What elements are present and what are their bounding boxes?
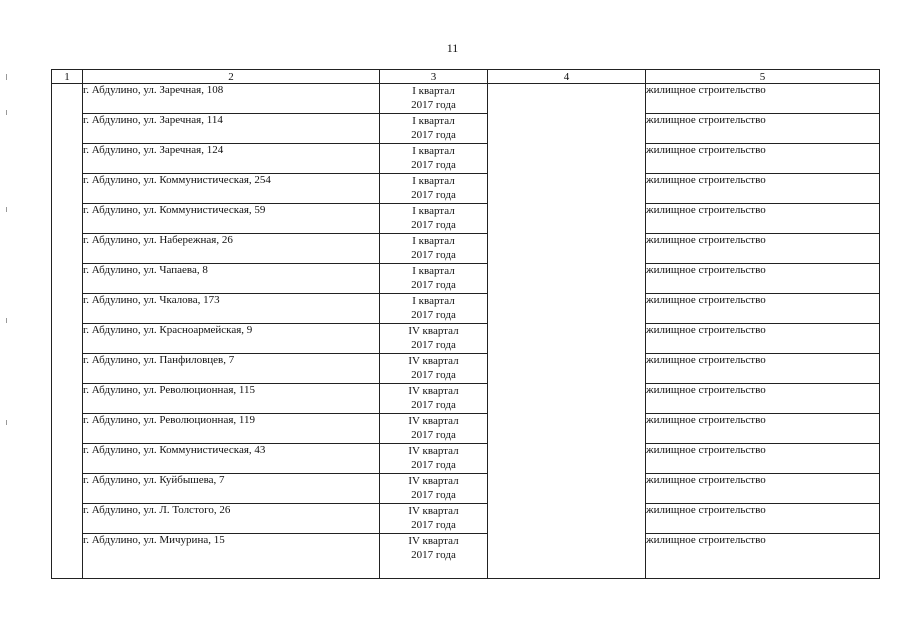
term-cell: [380, 84, 488, 114]
term-year: 2017 года: [411, 279, 456, 291]
page-number: 11: [446, 41, 459, 55]
term-quarter: IV квартал: [408, 445, 459, 457]
row-number-cell: [52, 294, 83, 324]
table-row: [52, 174, 880, 204]
table-row: [52, 534, 880, 579]
term-cell: [380, 534, 488, 579]
table-row: [52, 384, 880, 414]
term-quarter: I квартал: [412, 85, 455, 97]
term-quarter: I квартал: [412, 145, 455, 157]
column-header-2: 2: [83, 70, 380, 84]
address-cell: г. Абдулино, ул. Чкалова, 173: [83, 294, 380, 324]
column-4-cell: [488, 354, 646, 384]
table-row: [52, 204, 880, 234]
purpose-cell: жилищное строительство: [646, 324, 880, 354]
term-year: 2017 года: [411, 489, 456, 501]
term-quarter: I квартал: [412, 205, 455, 217]
column-4-cell: [488, 294, 646, 324]
row-number-cell: [52, 324, 83, 354]
column-header-1: 1: [52, 70, 83, 84]
purpose-cell: жилищное строительство: [646, 384, 880, 414]
column-header-3: 3: [380, 70, 488, 84]
purpose-cell: жилищное строительство: [646, 174, 880, 204]
table-row: [52, 144, 880, 174]
term-quarter: IV квартал: [408, 415, 459, 427]
term-cell: [380, 294, 488, 324]
scan-edge-mark: [6, 318, 7, 323]
column-4-cell: [488, 204, 646, 234]
term-quarter: IV квартал: [408, 535, 459, 547]
table-row: [52, 264, 880, 294]
term-year: 2017 года: [411, 369, 456, 381]
term-quarter: I квартал: [412, 235, 455, 247]
column-4-cell: [488, 384, 646, 414]
term-year: 2017 года: [411, 309, 456, 321]
purpose-cell: жилищное строительство: [646, 294, 880, 324]
row-number-cell: [52, 534, 83, 579]
column-header-5: 5: [646, 70, 880, 84]
scan-edge-mark: [6, 207, 7, 212]
row-number-cell: [52, 174, 83, 204]
purpose-cell: жилищное строительство: [646, 114, 880, 144]
purpose-cell: жилищное строительство: [646, 534, 880, 579]
purpose-cell: жилищное строительство: [646, 264, 880, 294]
purpose-cell: жилищное строительство: [646, 234, 880, 264]
term-quarter: IV квартал: [408, 505, 459, 517]
column-4-cell: [488, 114, 646, 144]
term-year: 2017 года: [411, 399, 456, 411]
scan-edge-mark: [6, 74, 7, 80]
address-cell: г. Абдулино, ул. Заречная, 108: [83, 84, 380, 114]
column-4-cell: [488, 144, 646, 174]
address-cell: г. Абдулино, ул. Коммунистическая, 59: [83, 204, 380, 234]
row-number-cell: [52, 444, 83, 474]
table-row: [52, 324, 880, 354]
table-row: [52, 84, 880, 114]
row-number-cell: [52, 204, 83, 234]
term-cell: [380, 354, 488, 384]
row-number-cell: [52, 354, 83, 384]
term-cell: [380, 234, 488, 264]
address-cell: г. Абдулино, ул. Красноармейская, 9: [83, 324, 380, 354]
address-cell: г. Абдулино, ул. Коммунистическая, 254: [83, 174, 380, 204]
table-row: [52, 444, 880, 474]
column-4-cell: [488, 174, 646, 204]
column-4-cell: [488, 504, 646, 534]
term-year: 2017 года: [411, 219, 456, 231]
address-cell: г. Абдулино, ул. Куйбышева, 7: [83, 474, 380, 504]
address-cell: г. Абдулино, ул. Заречная, 124: [83, 144, 380, 174]
address-cell: г. Абдулино, ул. Мичурина, 15: [83, 534, 380, 579]
table-row: [52, 294, 880, 324]
term-year: 2017 года: [411, 549, 456, 561]
term-quarter: I квартал: [412, 115, 455, 127]
term-quarter: IV квартал: [408, 355, 459, 367]
purpose-cell: жилищное строительство: [646, 474, 880, 504]
row-number-cell: [52, 234, 83, 264]
term-cell: [380, 144, 488, 174]
purpose-cell: жилищное строительство: [646, 204, 880, 234]
term-quarter: I квартал: [412, 295, 455, 307]
term-cell: [380, 264, 488, 294]
address-cell: г. Абдулино, ул. Чапаева, 8: [83, 264, 380, 294]
term-cell: [380, 504, 488, 534]
column-4-cell: [488, 474, 646, 504]
address-cell: г. Абдулино, ул. Л. Толстого, 26: [83, 504, 380, 534]
term-year: 2017 года: [411, 429, 456, 441]
term-year: 2017 года: [411, 99, 456, 111]
address-cell: г. Абдулино, ул. Коммунистическая, 43: [83, 444, 380, 474]
row-number-cell: [52, 264, 83, 294]
term-cell: [380, 174, 488, 204]
table-header-row: [52, 70, 880, 84]
term-quarter: IV квартал: [408, 475, 459, 487]
column-4-cell: [488, 234, 646, 264]
column-4-cell: [488, 84, 646, 114]
term-cell: [380, 474, 488, 504]
scan-edge-mark: [6, 110, 7, 115]
column-4-cell: [488, 444, 646, 474]
term-year: 2017 года: [411, 249, 456, 261]
purpose-cell: жилищное строительство: [646, 84, 880, 114]
term-cell: [380, 114, 488, 144]
table-row: [52, 414, 880, 444]
row-number-cell: [52, 84, 83, 114]
purpose-cell: жилищное строительство: [646, 354, 880, 384]
purpose-cell: жилищное строительство: [646, 144, 880, 174]
purpose-cell: жилищное строительство: [646, 504, 880, 534]
term-cell: [380, 204, 488, 234]
term-cell: [380, 384, 488, 414]
term-cell: [380, 324, 488, 354]
address-cell: г. Абдулино, ул. Набережная, 26: [83, 234, 380, 264]
term-year: 2017 года: [411, 339, 456, 351]
term-year: 2017 года: [411, 459, 456, 471]
column-4-cell: [488, 414, 646, 444]
table-row: [52, 504, 880, 534]
row-number-cell: [52, 384, 83, 414]
table-row: [52, 114, 880, 144]
row-number-cell: [52, 504, 83, 534]
term-year: 2017 года: [411, 189, 456, 201]
address-cell: г. Абдулино, ул. Заречная, 114: [83, 114, 380, 144]
term-quarter: I квартал: [412, 265, 455, 277]
address-cell: г. Абдулино, ул. Революционная, 115: [83, 384, 380, 414]
land-plots-table: [51, 69, 880, 579]
term-quarter: IV квартал: [408, 385, 459, 397]
purpose-cell: жилищное строительство: [646, 444, 880, 474]
term-cell: [380, 414, 488, 444]
row-number-cell: [52, 114, 83, 144]
term-year: 2017 года: [411, 519, 456, 531]
column-4-cell: [488, 324, 646, 354]
table-row: [52, 234, 880, 264]
scan-edge-mark: [6, 420, 7, 425]
table-body: [52, 84, 880, 579]
table-row: [52, 354, 880, 384]
column-header-4: 4: [488, 70, 646, 84]
term-cell: [380, 444, 488, 474]
purpose-cell: жилищное строительство: [646, 414, 880, 444]
row-number-cell: [52, 144, 83, 174]
term-quarter: IV квартал: [408, 325, 459, 337]
term-year: 2017 года: [411, 129, 456, 141]
row-number-cell: [52, 414, 83, 444]
row-number-cell: [52, 474, 83, 504]
table-row: [52, 474, 880, 504]
column-4-cell: [488, 534, 646, 579]
address-cell: г. Абдулино, ул. Революционная, 119: [83, 414, 380, 444]
column-4-cell: [488, 264, 646, 294]
term-quarter: I квартал: [412, 175, 455, 187]
term-year: 2017 года: [411, 159, 456, 171]
address-cell: г. Абдулино, ул. Панфиловцев, 7: [83, 354, 380, 384]
